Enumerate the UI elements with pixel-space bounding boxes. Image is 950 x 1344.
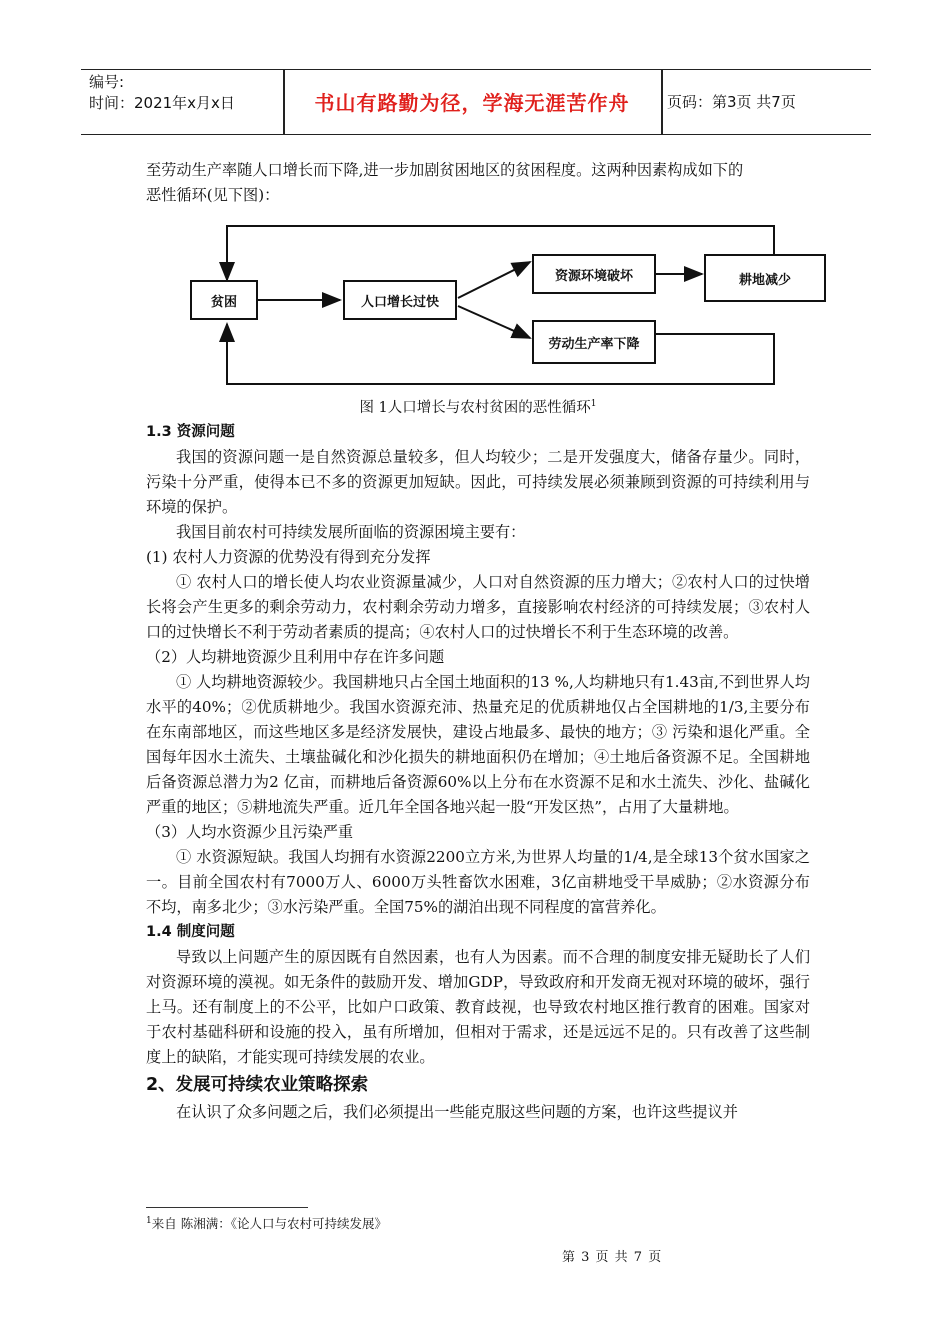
footnote-text: 来自 陈湘满：《论人口与农村可持续发展》 (151, 1216, 387, 1232)
section-heading-1-3: 1.3 资源问题 (146, 423, 235, 440)
footnote-mark: 1 (146, 1216, 152, 1226)
box-labor: 劳动生产率下降 (532, 320, 656, 364)
paragraph: ① 水资源短缺。我国人均拥有水资源2200立方米,为世界人均量的1/4,是全球13个贫水国家之一。目前全国农村有7000万人、6000万头牲畜饮水困难，3亿亩耕地受干旱威胁；②水资源分布不均，南多北少；③水污染严重。全国75%的湖泊出现不同程度的富营养化。 (146, 847, 810, 916)
code-label: 编号: (89, 73, 125, 91)
header-meta (89, 72, 235, 114)
paragraph: ① 人均耕地资源较少。我国耕地只占全国土地面积的13 %,人均耕地只有1.43亩,不到世界人均水平的40%；②优质耕地少。我国水资源充沛、热量充足的优质耕地仅占全国耕地的1/3,主要分布在东南部地区，而这些地区多是经济发展快，建设占地最多、最快的地方；③ 污染和退化严重。全国每年因水土流失、土壤盐碱化和沙化损失的耕地面积仍在增加；④土地后备资源不足。全国耕地后备资源总潜力为2 亿亩，而耕地后备资源60%以上分布在水资源不足和水土流失、沙化、盐碱化严重的地区；⑤耕地流失严重。近几年全国各地兴起一股“开发区热”，占用了大量耕地。 (146, 672, 810, 816)
section-heading-2: 2、发展可持续农业策略探索 (146, 1074, 369, 1095)
box-population: 人口增长过快 (343, 280, 457, 320)
intro-line: 至劳动生产率随人口增长而下降,进一步加剧贫困地区的贫困程度。这两种因素构成如下的 (146, 161, 744, 179)
header-page-info: 页码：第3页 共7页 (667, 93, 796, 111)
time-label: 时间：2021年x月x日 (89, 94, 235, 112)
header-divider (661, 70, 663, 134)
box-resource: 资源环境破坏 (532, 254, 656, 294)
paragraph: 我国的资源问题一是自然资源总量较多，但人均较少；二是开发强度大，储备存量少。同时，污染十分严重，使得本已不多的资源更加短缺。因此，可持续发展必须兼顾到资源的可持续利用与环境的保护。 (146, 447, 810, 516)
paragraph: 导致以上问题产生的原因既有自然因素，也有人为因素。而不合理的制度安排无疑助长了人们对资源环境的漠视。如无条件的鼓励开发、增加GDP，导致政府和开发商无视对环境的破坏，强行上马。还有制度上的不公平，比如户口政策、教育歧视，也导致农村地区推行教育的困难。国家对于农村基础科研和设施的投入，虽有所增加，但相对于需求，还是远远不足的。只有改善了这些制度上的缺陷，才能实现可持续发展的农业。 (146, 947, 810, 1066)
arrow-population-to-labor (458, 306, 530, 338)
arrow-population-to-resource (458, 262, 530, 298)
paragraph: ① 农村人口的增长使人均农业资源量减少，人口对自然资源的压力增大；②农村人口的过快增长将会产生更多的剩余劳动力，农村剩余劳动力增多，直接影响农村经济的可持续发展；③农村人口的过快增长不利于劳动者素质的提高；④农村人口的过快增长不利于生态环境的改善。 (146, 572, 810, 641)
box-poverty: 贫困 (190, 280, 258, 320)
paragraph: 在认识了众多问题之后，我们必须提出一些能克服这些问题的方案，也许这些提议并 (176, 1102, 738, 1121)
subheading: (1) 农村人力资源的优势没有得到充分发挥 (146, 547, 431, 566)
figure-caption (146, 392, 810, 420)
footnote-divider (146, 1207, 308, 1208)
header-motto: 书山有路勤为径，学海无涯苦作舟 (314, 91, 630, 115)
box-farmland: 耕地减少 (704, 254, 826, 302)
header-table (81, 69, 871, 135)
page-footer: 第 3 页 共 7 页 (562, 1250, 663, 1265)
subheading: （2）人均耕地资源少且利用中存在许多问题 (146, 647, 445, 666)
document-body (146, 158, 810, 1125)
feedback-arrow-top (227, 226, 774, 280)
caption-text: 图 1人口增长与农村贫困的恶性循环 (359, 399, 591, 416)
vicious-cycle-diagram (146, 212, 810, 388)
intro-line: 恶性循环(见下图)： (146, 186, 280, 204)
footnote (146, 1212, 387, 1233)
feedback-arrow-bottom (227, 324, 774, 384)
caption-footnote-mark: 1 (590, 399, 597, 409)
subheading: （3）人均水资源少且污染严重 (146, 822, 354, 841)
section-heading-1-4: 1.4 制度问题 (146, 923, 235, 940)
paragraph: 我国目前农村可持续发展所面临的资源困境主要有： (176, 522, 526, 541)
